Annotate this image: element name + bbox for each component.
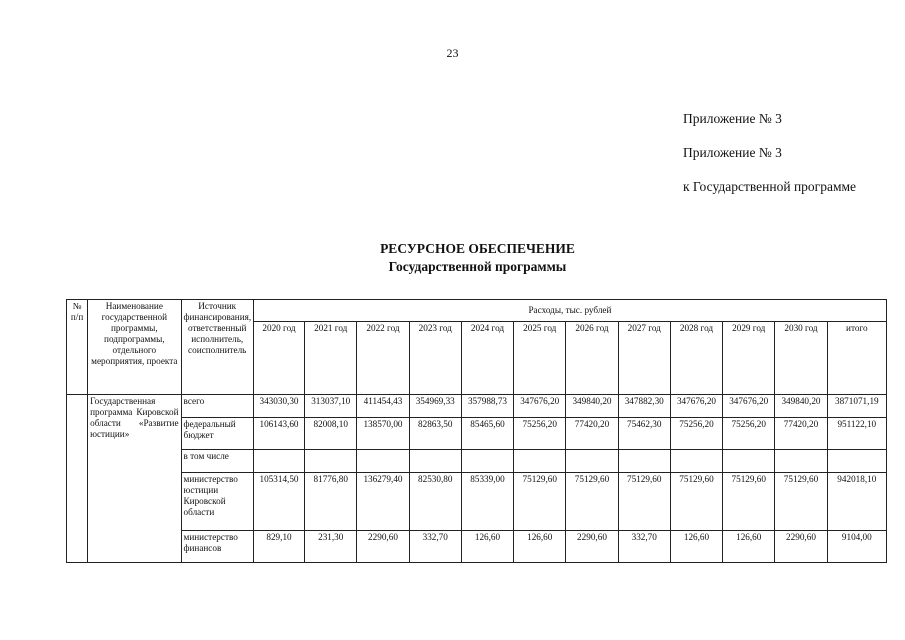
value-cell: 349840,20 — [566, 395, 618, 418]
header-name: Наименование государственной программы, подпрограммы, отдельного мероприятия, проекта — [88, 300, 181, 395]
value-cell: 347676,20 — [670, 395, 722, 418]
table-row — [67, 450, 887, 473]
total-cell: 942018,10 — [827, 473, 886, 531]
value-cell: 85339,00 — [461, 473, 513, 531]
value-cell: 357988,73 — [461, 395, 513, 418]
value-cell: 313037,10 — [305, 395, 357, 418]
total-cell — [827, 450, 886, 473]
value-cell — [566, 450, 618, 473]
header-year: 2029 год — [723, 322, 775, 395]
header-year: 2026 год — [566, 322, 618, 395]
table-row — [67, 418, 887, 450]
value-cell: 75129,60 — [514, 473, 566, 531]
value-cell: 126,60 — [670, 531, 722, 563]
value-cell — [723, 450, 775, 473]
program-name: Государственная программа Кировской области «Развитие юстиции» — [88, 395, 181, 563]
total-cell: 951122,10 — [827, 418, 886, 450]
value-cell: 2290,60 — [775, 531, 827, 563]
header-year: 2021 год — [305, 322, 357, 395]
value-cell: 75256,20 — [723, 418, 775, 450]
value-cell: 126,60 — [461, 531, 513, 563]
header-number: № п/п — [67, 300, 88, 395]
source-cell: министерство финансов — [181, 531, 253, 563]
value-cell: 231,30 — [305, 531, 357, 563]
header-year: 2020 год — [253, 322, 304, 395]
value-cell: 75129,60 — [723, 473, 775, 531]
value-cell: 77420,20 — [775, 418, 827, 450]
value-cell: 126,60 — [723, 531, 775, 563]
row-number — [67, 395, 88, 563]
value-cell: 332,70 — [618, 531, 670, 563]
value-cell: 332,70 — [409, 531, 461, 563]
value-cell: 354969,33 — [409, 395, 461, 418]
value-cell: 82530,80 — [409, 473, 461, 531]
table-row — [67, 531, 887, 563]
value-cell: 347882,30 — [618, 395, 670, 418]
value-cell: 75256,20 — [514, 418, 566, 450]
value-cell — [305, 450, 357, 473]
header-year: 2025 год — [514, 322, 566, 395]
total-cell: 3871071,19 — [827, 395, 886, 418]
header-expenses: Расходы, тыс. рублей — [253, 300, 886, 322]
document-title: РЕСУРСНОЕ ОБЕСПЕЧЕНИЕ — [380, 241, 575, 256]
value-cell: 75462,30 — [618, 418, 670, 450]
value-cell: 77420,20 — [566, 418, 618, 450]
value-cell: 349840,20 — [775, 395, 827, 418]
value-cell: 126,60 — [514, 531, 566, 563]
value-cell: 347676,20 — [514, 395, 566, 418]
value-cell: 75129,60 — [566, 473, 618, 531]
value-cell: 829,10 — [253, 531, 304, 563]
value-cell — [514, 450, 566, 473]
value-cell: 75129,60 — [670, 473, 722, 531]
value-cell — [775, 450, 827, 473]
value-cell: 85465,60 — [461, 418, 513, 450]
value-cell — [670, 450, 722, 473]
source-cell: в том числе — [181, 450, 253, 473]
appendix-line-2: Приложение № 3 — [683, 145, 782, 160]
source-cell: министерство юстиции Кировской области — [181, 473, 253, 531]
value-cell: 75129,60 — [618, 473, 670, 531]
value-cell: 2290,60 — [357, 531, 409, 563]
value-cell — [618, 450, 670, 473]
header-row-1 — [67, 300, 887, 322]
value-cell: 82863,50 — [409, 418, 461, 450]
value-cell — [357, 450, 409, 473]
value-cell: 75256,20 — [670, 418, 722, 450]
appendix-line-1: Приложение № 3 — [683, 111, 782, 126]
document-subtitle: Государственной программы — [388, 259, 567, 274]
header-year: 2030 год — [775, 322, 827, 395]
value-cell: 2290,60 — [566, 531, 618, 563]
appendix-line-3: к Государственной программе — [683, 179, 857, 194]
table-row — [67, 473, 887, 531]
page-number: 23 — [446, 46, 459, 60]
value-cell: 106143,60 — [253, 418, 304, 450]
value-cell: 105314,50 — [253, 473, 304, 531]
value-cell: 81776,80 — [305, 473, 357, 531]
value-cell: 347676,20 — [723, 395, 775, 418]
source-cell: всего — [181, 395, 253, 418]
value-cell: 136279,40 — [357, 473, 409, 531]
header-source: Источник финансирования, ответственный исполнитель, соисполнитель — [181, 300, 253, 395]
value-cell — [253, 450, 304, 473]
value-cell: 82008,10 — [305, 418, 357, 450]
header-year: 2023 год — [409, 322, 461, 395]
table-row — [67, 395, 887, 418]
value-cell — [409, 450, 461, 473]
header-year: 2028 год — [670, 322, 722, 395]
source-cell: федеральный бюджет — [181, 418, 253, 450]
header-year: 2024 год — [461, 322, 513, 395]
value-cell — [461, 450, 513, 473]
value-cell: 75129,60 — [775, 473, 827, 531]
value-cell: 411454,43 — [357, 395, 409, 418]
resource-table — [66, 299, 887, 563]
value-cell: 138570,00 — [357, 418, 409, 450]
header-year: 2027 год — [618, 322, 670, 395]
value-cell: 343030,30 — [253, 395, 304, 418]
total-cell: 9104,00 — [827, 531, 886, 563]
header-total: итого — [827, 322, 886, 395]
header-year: 2022 год — [357, 322, 409, 395]
